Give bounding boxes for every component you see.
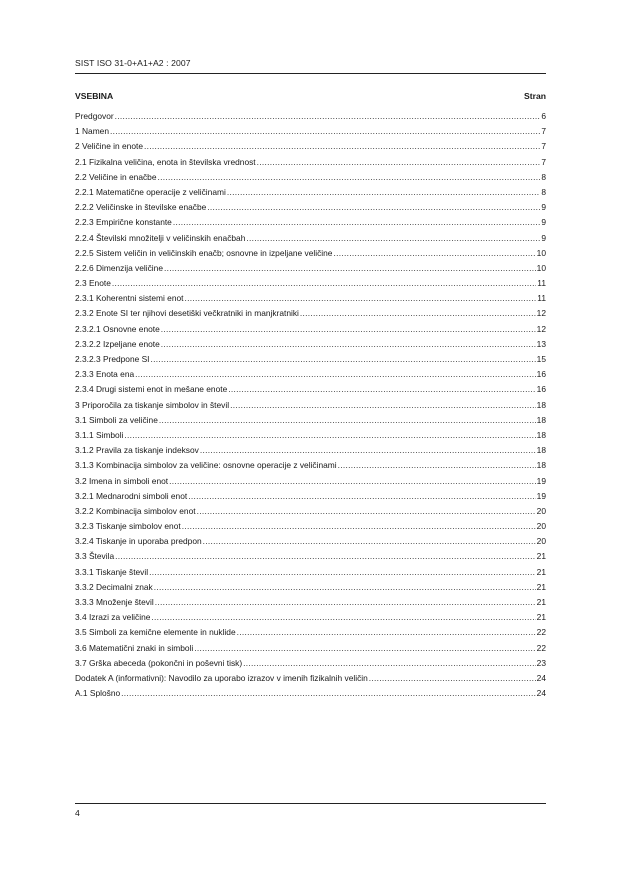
toc-leader-dots [155,597,536,607]
toc-entry-title: 3.2.4 Tiskanje in uporaba predpon [75,536,202,547]
toc-entry-page: 13 [536,338,546,349]
toc-leader-dots [207,202,540,212]
toc-leader-dots [246,233,540,243]
toc-heading: VSEBINA [75,91,114,101]
toc-leader-dots [243,658,536,668]
toc-entry[interactable] [75,627,546,642]
toc-entry-page: 8 [541,171,546,182]
toc-leader-dots [161,339,536,349]
toc-entry[interactable] [75,597,546,612]
toc-entry-page: 11 [537,293,546,304]
toc-leader-dots [151,612,535,622]
toc-entry-page: 22 [536,642,546,653]
toc-leader-dots [182,521,536,531]
toc-leader-dots [369,673,536,683]
toc-entry-page: 19 [536,475,546,486]
toc-entry-page: 18 [536,414,546,425]
toc-entry-title: 2.2.2 Veličinske in številske enačbe [75,202,207,213]
toc-entry[interactable] [75,126,546,141]
toc-entry-title: 3.7 Grška abeceda (pokončni in poševni tisk) [75,657,243,668]
toc-entry-title: 2.3.4 Drugi sistemi enot in mešane enote [75,384,228,395]
toc-entry-page: 18 [536,399,546,410]
toc-entry-title: 2.3.3 Enota ena [75,369,135,380]
toc-entry[interactable] [75,551,546,566]
toc-entry-page: 12 [536,323,546,334]
toc-entry-page: 21 [536,597,546,607]
toc-entry-page: 22 [536,627,546,638]
toc-leader-dots [333,248,535,258]
toc-entry-page: 18 [536,445,546,456]
toc-entry-page: 24 [536,672,546,683]
toc-entry-page: 11 [537,278,546,289]
toc-entry[interactable] [75,384,546,399]
toc-entry-page: 18 [536,460,546,471]
toc-leader-dots [124,430,535,440]
toc-leader-dots [173,217,540,227]
toc-entry-title: 3.3.3 Množenje števil [75,597,154,607]
toc-entry[interactable] [75,324,546,339]
toc-entry-page: 15 [536,354,546,364]
toc-leader-dots [110,126,540,136]
toc-entry-title: Dodatek A (informativni): Navodilo za uporabo izrazov v imenih fizikalnih veličin [75,672,368,683]
toc-entry-title: 2.2.1 Matematične operacije z veličinami [75,186,226,197]
toc-entry-page: 24 [536,688,546,699]
toc-leader-dots [161,324,536,334]
toc-entry-title: 3.1 Simboli za veličine [75,414,158,425]
toc-entry-page: 10 [536,262,546,273]
toc-entry-page: 21 [536,612,546,623]
toc-entry[interactable] [75,491,546,506]
toc-entry-page: 7 [541,126,546,137]
toc-leader-dots [121,688,536,698]
toc-leader-dots [197,506,536,516]
toc-entry-page: 20 [536,536,546,547]
toc-entry-title: 3.6 Matematični znaki in simboli [75,642,194,653]
toc-entry-page: 6 [541,111,546,121]
toc-entry-page: 20 [536,521,546,532]
toc-entry[interactable] [75,612,546,627]
toc-entry[interactable] [75,643,546,658]
toc-entry-title: 3.5 Simboli za kemične elemente in nuklide [75,627,236,638]
toc-entry[interactable] [75,233,546,248]
toc-entry-title: 3 Priporočila za tiskanje simbolov in števil [75,399,230,410]
toc-entry[interactable] [75,536,546,551]
toc-entry[interactable] [75,521,546,536]
toc-leader-dots [151,354,536,364]
toc-entry-title: 2.2 Veličine in enačbe [75,171,157,182]
toc-entry-title: 3.2.1 Mednarodni simboli enot [75,490,188,501]
toc-entry[interactable] [75,339,546,354]
toc-entry-page: 21 [536,581,546,592]
toc-entry[interactable] [75,476,546,491]
toc-entry[interactable] [75,187,546,202]
footer-rule [75,803,546,804]
toc-entry-title: 1 Namen [75,126,109,137]
page-number: 4 [75,808,80,818]
toc-entry-page: 19 [536,490,546,501]
toc-entry-page: 10 [536,247,546,258]
toc-entry[interactable] [75,445,546,460]
toc-entry-title: 3.2.3 Tiskanje simbolov enot [75,521,181,532]
toc-entry-title: 2.3 Enote [75,278,111,289]
toc-leader-dots [200,445,536,455]
toc-entry-title: 2.2.3 Empirične konstante [75,217,172,228]
toc-entry[interactable] [75,111,546,126]
toc-entry[interactable] [75,567,546,582]
toc-entry[interactable] [75,172,546,187]
toc-entry[interactable] [75,354,546,369]
toc-entry-page: 23 [536,657,546,668]
toc-entry-title: 2.1 Fizikalna veličina, enota in številska vrednost [75,156,256,167]
toc-leader-dots [228,384,535,394]
toc-entry-title: 3.2.2 Kombinacija simbolov enot [75,505,196,516]
toc-entry-page: 9 [541,217,546,228]
toc-entry-page: 18 [536,429,546,440]
toc-entry-page: 21 [536,566,546,577]
toc-entry[interactable] [75,278,546,293]
toc-entry-page: 9 [541,202,546,213]
toc-entry-title: 2.2.4 Številski množitelji v veličinskih enačbah [75,232,246,243]
toc-leader-dots [203,536,536,546]
toc-entry-title: 3.3.1 Tiskanje števil [75,566,149,577]
toc-leader-dots [144,141,540,151]
toc-entry[interactable] [75,369,546,384]
toc-entry[interactable] [75,673,546,688]
toc-entry[interactable] [75,217,546,232]
toc-leader-dots [237,627,536,637]
toc-entry-title: 3.3.2 Decimalni znak [75,581,153,592]
toc-entry-page: 16 [536,369,546,380]
toc-leader-dots [230,400,536,410]
toc-leader-dots [154,582,536,592]
toc-leader-dots [115,551,536,561]
toc-entry-page: 21 [536,551,546,562]
toc-entry[interactable] [75,308,546,323]
toc-entry-title: 3.3 Števila [75,551,115,562]
toc-entry[interactable] [75,248,546,263]
toc-entry[interactable] [75,688,546,703]
toc-leader-dots [300,308,536,318]
toc-entry-title: 2.3.1 Koherentni sistemi enot [75,293,184,304]
toc-entry[interactable] [75,582,546,597]
toc-entry-page: 20 [536,505,546,516]
toc-entry[interactable] [75,430,546,445]
toc-entry-page: 7 [541,141,546,152]
toc-leader-dots [115,111,541,121]
toc-entry[interactable] [75,157,546,172]
toc-entry-page: 9 [541,232,546,243]
toc-entry-title: 3.4 Izrazi za veličine [75,612,151,623]
toc-leader-dots [112,278,536,288]
toc-entry[interactable] [75,658,546,673]
toc-leader-dots [194,643,535,653]
toc-leader-dots [157,172,540,182]
toc-entry[interactable] [75,263,546,278]
toc-entry[interactable] [75,506,546,521]
toc-entry-title: 2.2.5 Sistem veličin in veličinskih enačb; osnovne in izpeljane veličine [75,247,333,258]
toc-leader-dots [135,369,536,379]
toc-entry[interactable] [75,415,546,430]
toc-entry-title: 2.3.2.3 Predpone SI [75,354,150,364]
toc-leader-dots [184,293,536,303]
toc-leader-dots [169,476,536,486]
toc-entry[interactable] [75,400,546,415]
toc-entry-page: 12 [536,308,546,319]
toc-entry-title: 2 Veličine in enote [75,141,143,152]
table-of-contents [75,111,546,703]
toc-entry-title: Predgovor [75,111,114,121]
toc-entry-title: 2.3.2.2 Izpeljane enote [75,338,160,349]
toc-leader-dots [257,157,541,167]
toc-entry[interactable] [75,293,546,308]
toc-entry-page: 7 [541,156,546,167]
toc-entry[interactable] [75,460,546,475]
toc-leader-dots [188,491,535,501]
toc-leader-dots [159,415,536,425]
toc-leader-dots [149,567,536,577]
toc-entry-title: A.1 Splošno [75,688,121,699]
document-header: SIST ISO 31-0+A1+A2 : 2007 [75,58,191,68]
toc-leader-dots [338,460,536,470]
toc-entry-title: 3.1.2 Pravila za tiskanje indeksov [75,445,199,456]
toc-entry-title: 2.3.2.1 Osnovne enote [75,323,160,334]
toc-entry-title: 3.2 Imena in simboli enot [75,475,169,486]
toc-heading-row [75,89,546,101]
toc-entry-page: 16 [536,384,546,395]
toc-entry-title: 2.2.6 Dimenzija veličine [75,262,163,273]
toc-leader-dots [227,187,541,197]
toc-entry-title: 3.1.3 Kombinacija simbolov za veličine: osnovne operacije z veličinami [75,460,337,471]
toc-entry[interactable] [75,202,546,217]
toc-entry-title: 3.1.1 Simboli [75,429,124,440]
page-column-heading: Stran [524,91,546,101]
toc-entry[interactable] [75,141,546,156]
toc-leader-dots [164,263,536,273]
toc-entry-title: 2.3.2 Enote SI ter njihovi desetiški večkratniki in manjkratniki [75,308,299,319]
toc-entry-page: 8 [541,186,546,197]
header-rule [75,73,546,74]
